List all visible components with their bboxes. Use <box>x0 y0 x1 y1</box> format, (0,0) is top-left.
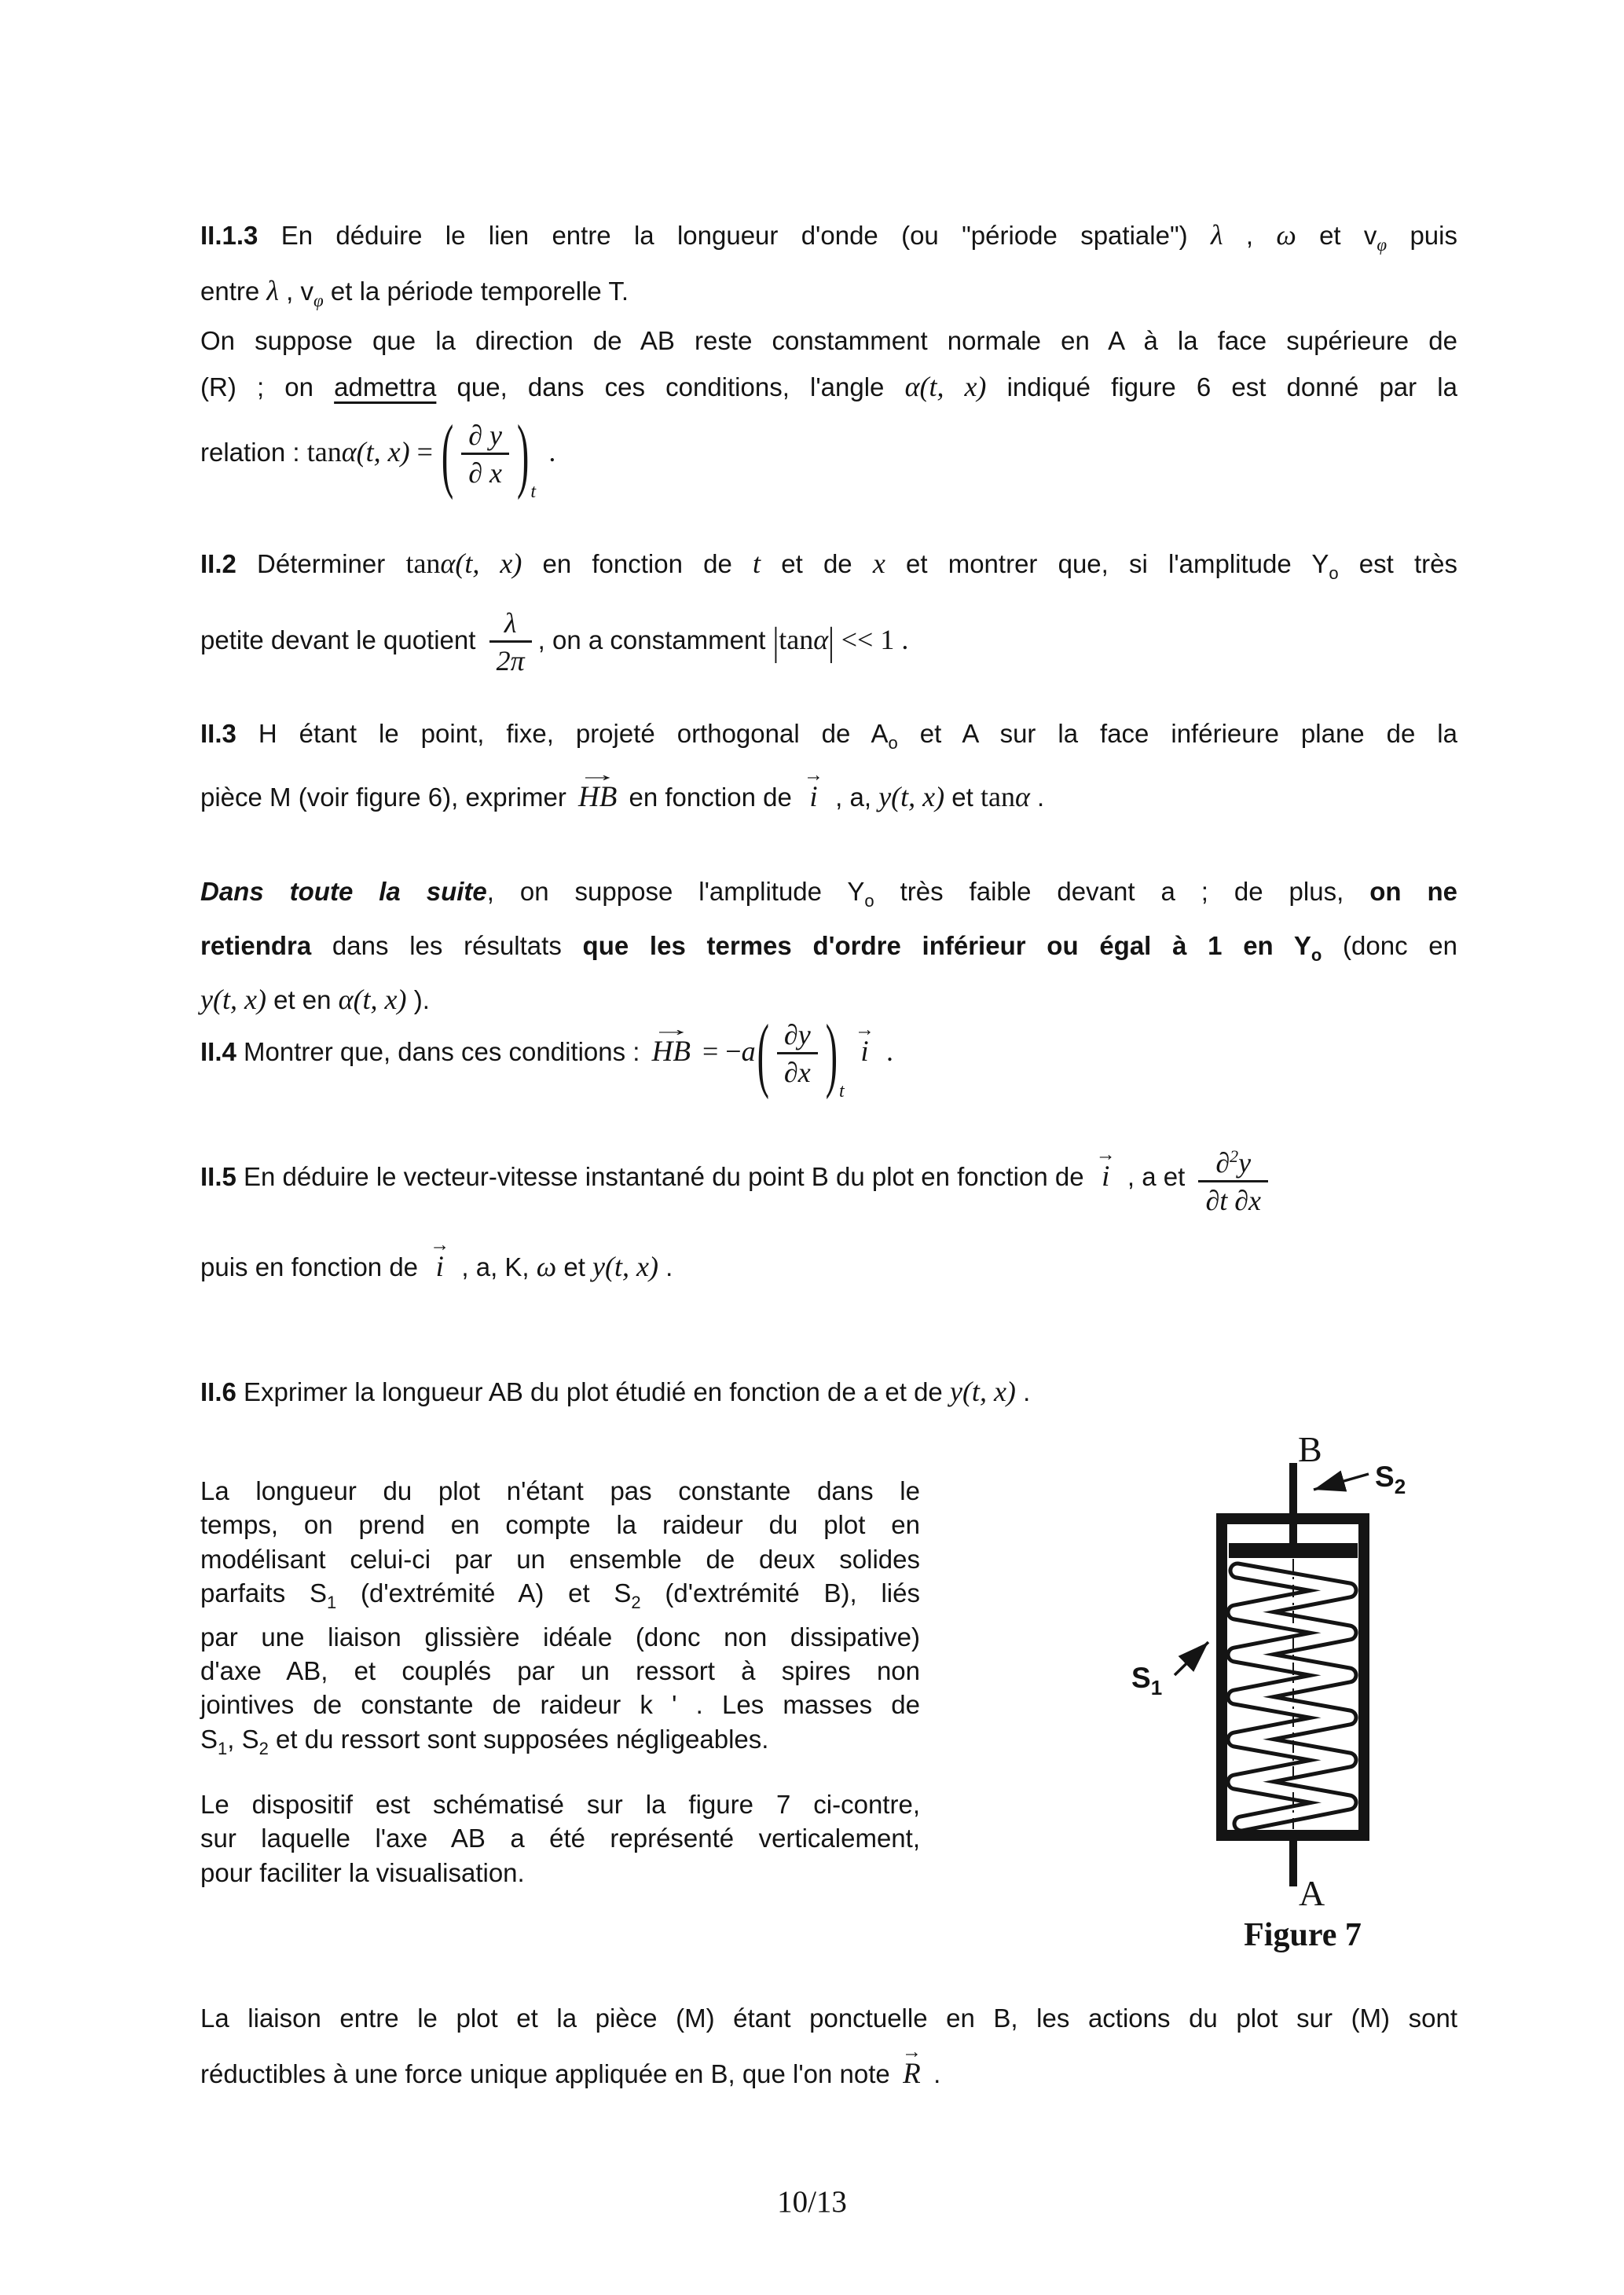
section-number: II.1.3 <box>200 221 258 250</box>
right-paren: ) <box>825 1006 838 1099</box>
text-run: , v <box>278 277 313 306</box>
text-line: par une liaison glissière idéale (donc non dissipative) <box>200 1622 920 1652</box>
fraction-numerator: λ <box>489 606 532 643</box>
text-run: est très <box>1338 549 1457 578</box>
text-line <box>200 923 1457 977</box>
fraction-denominator: ∂t ∂x <box>1205 1185 1262 1216</box>
fraction-lambda-2pi <box>489 606 532 679</box>
math-omega: ω <box>536 1251 557 1282</box>
text-run: indiqué figure 6 est donné par la <box>986 372 1457 401</box>
vector-i: → i <box>1095 1144 1116 1193</box>
left-paren: ( <box>441 407 454 500</box>
text-run: dans les résultats <box>311 931 583 960</box>
vector-i: → i <box>803 764 823 813</box>
text-line: d'axe AB, et couplés par un ressort à spires non <box>200 1656 920 1686</box>
vector-R: → R <box>901 2041 922 2090</box>
text-run: en fonction de <box>522 549 753 578</box>
paragraph-II-5 <box>200 1139 1457 1290</box>
math-alpha-tx: α(t, x) <box>338 984 407 1015</box>
formula-line <box>200 1006 1457 1102</box>
formula-line <box>200 606 1457 679</box>
bold-run: on ne <box>1369 877 1458 906</box>
text-line: La liaison entre le plot et la pièce (M) étant ponctuelle en B, les actions du plot sur (M) sont <box>200 2004 1457 2033</box>
paragraph-on-suppose <box>200 318 1457 503</box>
text-line <box>200 711 1457 766</box>
math-alpha-tx: α(t, x) <box>904 371 987 402</box>
text-run: Déterminer <box>236 549 406 578</box>
math-tan: tan <box>980 781 1015 812</box>
math-alpha-tx: α(t, x) <box>341 436 410 468</box>
math-tan: tan <box>779 624 814 656</box>
fraction-dy-dx <box>461 418 509 491</box>
paragraph-II-1-3 <box>200 212 1457 324</box>
subscript-1: 1 <box>218 1738 228 1758</box>
subscript-1: 1 <box>327 1593 337 1613</box>
figure-7-diagram <box>1116 1414 1493 1964</box>
text-run: . <box>541 436 556 468</box>
math-alpha: α <box>1014 781 1030 812</box>
text-run: , on a constamment <box>537 625 773 655</box>
text-run: , <box>1223 221 1277 250</box>
paragraph-II-6 <box>200 1369 1457 1415</box>
text-line: jointives de constante de raideur k ' . Les masses de <box>200 1690 920 1720</box>
text-line: La longueur du plot n'étant pas constante dans le <box>200 1476 920 1505</box>
text-run: << 1 . <box>834 624 909 656</box>
math-tan: tan <box>405 548 441 579</box>
text-run: . <box>658 1252 673 1281</box>
subscript-o: o <box>1329 563 1339 583</box>
text-run: , a et <box>1120 1162 1193 1192</box>
math-alpha: α <box>813 624 829 656</box>
abs-bar: | <box>772 619 779 665</box>
fraction-denominator: 2π <box>496 645 525 676</box>
piston-plate <box>1229 1543 1358 1558</box>
text-run: réductibles à une force unique appliquée en B, que l'on note <box>200 2059 897 2088</box>
fraction-d2y-dtdx <box>1198 1139 1268 1219</box>
formula-line <box>200 407 1457 503</box>
section-number: II.6 <box>200 1377 236 1406</box>
bold-run: retiendra <box>200 931 312 960</box>
text-run: . <box>1015 1377 1031 1406</box>
vector-i: → i <box>855 1019 875 1069</box>
math-omega: ω <box>1276 219 1296 251</box>
paragraph-II-2 <box>200 541 1457 679</box>
text-run: (donc en <box>1322 931 1457 960</box>
paragraph-plot-model <box>200 1474 920 1765</box>
text-run: (d'extrémité B), liés <box>640 1578 920 1608</box>
subscript-2: 2 <box>258 1738 269 1758</box>
figure-caption: Figure 7 <box>1244 1917 1362 1953</box>
paragraph-liaison <box>200 1996 1457 2097</box>
vector-arrow-icon: → <box>803 764 823 786</box>
text-run: En déduire le lien entre la longueur d'onde (ou "période spatiale") <box>258 221 1211 250</box>
text-run: et <box>944 783 981 812</box>
paragraph-II-3 <box>200 711 1457 820</box>
math-y-tx: y(t, x) <box>592 1251 658 1282</box>
text-run: et de <box>761 549 873 578</box>
label-S2: $S_2$ <box>1375 1461 1406 1498</box>
text-run: et <box>556 1252 593 1281</box>
math-t: t <box>753 548 761 579</box>
text-run: en fonction de <box>621 783 799 812</box>
fraction-denominator: ∂x <box>783 1057 811 1088</box>
math-a: a <box>741 1036 756 1068</box>
text-run: et A sur la face inférieure plane de la <box>897 719 1457 748</box>
text-line <box>200 1576 920 1619</box>
fraction-denominator: ∂ x <box>468 457 503 489</box>
paragraph-II-4 <box>200 1006 1457 1102</box>
right-paren: ) <box>517 407 530 500</box>
text-line <box>200 364 1457 410</box>
subscript-phi: φ <box>1377 235 1388 255</box>
math-tan: tan <box>306 436 342 468</box>
text-run: petite devant le quotient <box>200 625 483 655</box>
bold-italic-run: Dans toute la suite <box>200 877 487 906</box>
vector-arrow-icon: → <box>901 2041 922 2062</box>
math-x: x <box>872 548 885 579</box>
formula-line <box>200 1139 1457 1219</box>
subscript-2: 2 <box>631 1593 641 1613</box>
subscript-t: t <box>839 1081 845 1102</box>
text-run: Exprimer la longueur AB du plot étudié en fonction de a et de <box>236 1377 950 1406</box>
text-run: En déduire le vecteur-vitesse instantané du point B du plot en fonction de <box>236 1162 1091 1192</box>
paragraph-note <box>200 869 1457 1022</box>
text-run: H étant le point, fixe, projeté orthogonal de A <box>236 719 889 748</box>
math-alpha-tx: α(t, x) <box>440 548 522 579</box>
text-line <box>200 268 1457 324</box>
fraction-numerator: ∂y <box>777 1017 818 1054</box>
bold-run: que les termes d'ordre inférieur ou égal à 1 en Y <box>582 931 1311 960</box>
vector-arrow-icon: → <box>430 1234 450 1256</box>
text-run: ). <box>406 985 430 1014</box>
label-B: B <box>1298 1429 1322 1469</box>
text-run: et en <box>266 985 339 1014</box>
text-line <box>200 1722 920 1765</box>
vector-arrow-icon: → <box>577 764 618 786</box>
section-number: II.5 <box>200 1162 236 1192</box>
page-number: 10/13 <box>777 2185 847 2219</box>
text-run: (R) ; on <box>200 372 335 401</box>
text-run: et montrer que, si l'amplitude Y <box>885 549 1329 578</box>
text-run: pièce M (voir figure 6), exprimer <box>200 783 574 812</box>
text-line <box>200 2041 1457 2097</box>
text-run: , a, <box>827 783 879 812</box>
underlined-word: admettra <box>334 372 437 401</box>
subscript-o: o <box>1311 945 1322 965</box>
fraction-numerator: ∂ y <box>461 418 509 455</box>
text-run: (d'extrémité A) et S <box>336 1578 632 1608</box>
vector-arrow-icon: → <box>651 1019 692 1041</box>
text-run: et la période temporelle T. <box>323 277 629 306</box>
text-run: . <box>1029 783 1045 812</box>
text-line <box>200 541 1457 596</box>
subscript-t: t <box>530 482 537 503</box>
vector-arrow-icon: → <box>855 1019 875 1041</box>
section-number: II.3 <box>200 719 236 748</box>
math-equals: = <box>409 436 440 468</box>
text-run: puis <box>1387 221 1457 250</box>
math-y-tx: y(t, x) <box>200 984 266 1015</box>
text-run: et du ressort sont supposées négligeables. <box>268 1724 769 1754</box>
section-number: II.4 <box>200 1037 236 1067</box>
subscript-phi: φ <box>313 291 324 310</box>
subscript-o: o <box>864 891 874 911</box>
subscript-o: o <box>888 733 898 753</box>
text-run: . <box>926 2059 941 2088</box>
math-y-tx: y(t, x) <box>949 1376 1016 1407</box>
text-run: et v <box>1296 221 1377 250</box>
text-run: , on suppose l'amplitude Y <box>486 877 865 906</box>
figure-7-svg <box>1116 1414 1493 1964</box>
text-line: On suppose que la direction de AB reste constamment normale en A à la face supérieure de <box>200 326 1457 355</box>
text-line: Le dispositif est schématisé sur la figure 7 ci-contre, <box>200 1790 920 1819</box>
vector-arrow-icon: → <box>1095 1144 1116 1166</box>
vector-i: → i <box>430 1234 450 1283</box>
math-equals-minus: = − <box>695 1036 742 1068</box>
text-line <box>200 1234 1457 1290</box>
vector-HB: → HB <box>652 1025 691 1067</box>
text-run: , a, K, <box>454 1252 537 1281</box>
vector-HB: → HB <box>578 771 617 812</box>
text-run: entre <box>200 277 267 306</box>
text-line <box>200 1369 1457 1415</box>
text-run: Montrer que, dans ces conditions : <box>236 1037 647 1067</box>
math-y-tx: y(t, x) <box>878 781 945 812</box>
text-run: parfaits S <box>200 1578 327 1608</box>
text-run: relation : <box>200 438 307 467</box>
section-number: II.2 <box>200 549 236 578</box>
text-line: modélisant celui-ci par un ensemble de deux solides <box>200 1544 920 1574</box>
text-run: puis en fonction de <box>200 1252 426 1281</box>
text-line: temps, on prend en compte la raideur du plot en <box>200 1510 920 1540</box>
text-run: S <box>200 1724 218 1754</box>
text-run: très faible devant a ; de plus, <box>874 877 1370 906</box>
label-S1: $S_1$ <box>1131 1662 1163 1699</box>
text-line: sur laquelle l'axe AB a été représenté verticalement, <box>200 1824 920 1853</box>
arrow-S1 <box>1175 1642 1208 1675</box>
label-A: A <box>1299 1873 1325 1913</box>
arrow-S2 <box>1314 1474 1369 1490</box>
text-line <box>200 212 1457 268</box>
math-lambda: λ <box>1210 219 1223 251</box>
text-line <box>200 869 1457 923</box>
fraction-numerator: ∂$^2$y <box>1198 1139 1268 1182</box>
text-run: que, dans ces conditions, l'angle <box>436 372 905 401</box>
paragraph-device <box>200 1787 920 1890</box>
text-line: pour faciliter la visualisation. <box>200 1857 525 1887</box>
fraction-dy-dx <box>777 1017 818 1091</box>
math-lambda: λ <box>266 275 279 306</box>
text-run: , S <box>227 1724 259 1754</box>
text-run: . <box>879 1036 894 1068</box>
abs-bar: | <box>828 619 834 665</box>
left-paren: ( <box>757 1006 769 1099</box>
text-line <box>200 764 1457 820</box>
